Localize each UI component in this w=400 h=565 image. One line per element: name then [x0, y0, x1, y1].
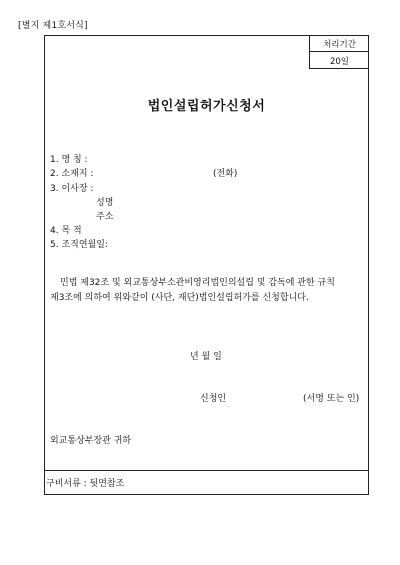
- field-director-name: 성명: [96, 198, 114, 208]
- date-line: 년 월 일: [190, 352, 222, 362]
- field-purpose: 4. 목 적: [50, 226, 82, 236]
- applicant-label: 신청인: [200, 394, 227, 404]
- applicant-signature: (서명 또는 인): [303, 394, 360, 404]
- statement-line-2: 제3조에 의하여 위와같이 (사단, 재단)법인설립허가를 신청합니다.: [50, 293, 309, 303]
- field-director-address: 주소: [96, 212, 114, 222]
- field-phone: (전화): [213, 169, 238, 179]
- processing-period-value: 20일: [329, 57, 350, 67]
- field-address: 2. 소재지 :: [50, 169, 94, 179]
- processing-period-box: [309, 35, 369, 69]
- form-number-label: [별지 제1호서식]: [18, 21, 88, 31]
- statement-line-1: 민법 제32조 및 외교통상부소관비영리법인의설립 및 감독에 관한 규칙: [60, 278, 335, 288]
- field-founded-date: 5. 조직연월일:: [50, 240, 108, 250]
- processing-divider: [310, 51, 369, 52]
- addressee: 외교통상부장관 귀하: [50, 436, 132, 446]
- processing-period-label: 처리기간: [323, 40, 356, 50]
- footer-divider: [44, 470, 369, 471]
- field-name: 1. 명 칭 :: [50, 155, 88, 165]
- document-title: 법인설립허가신청서: [147, 99, 266, 114]
- attachments-note: 구비서류 : 뒷면참조: [46, 479, 125, 489]
- field-director: 3. 이사장 :: [50, 184, 94, 194]
